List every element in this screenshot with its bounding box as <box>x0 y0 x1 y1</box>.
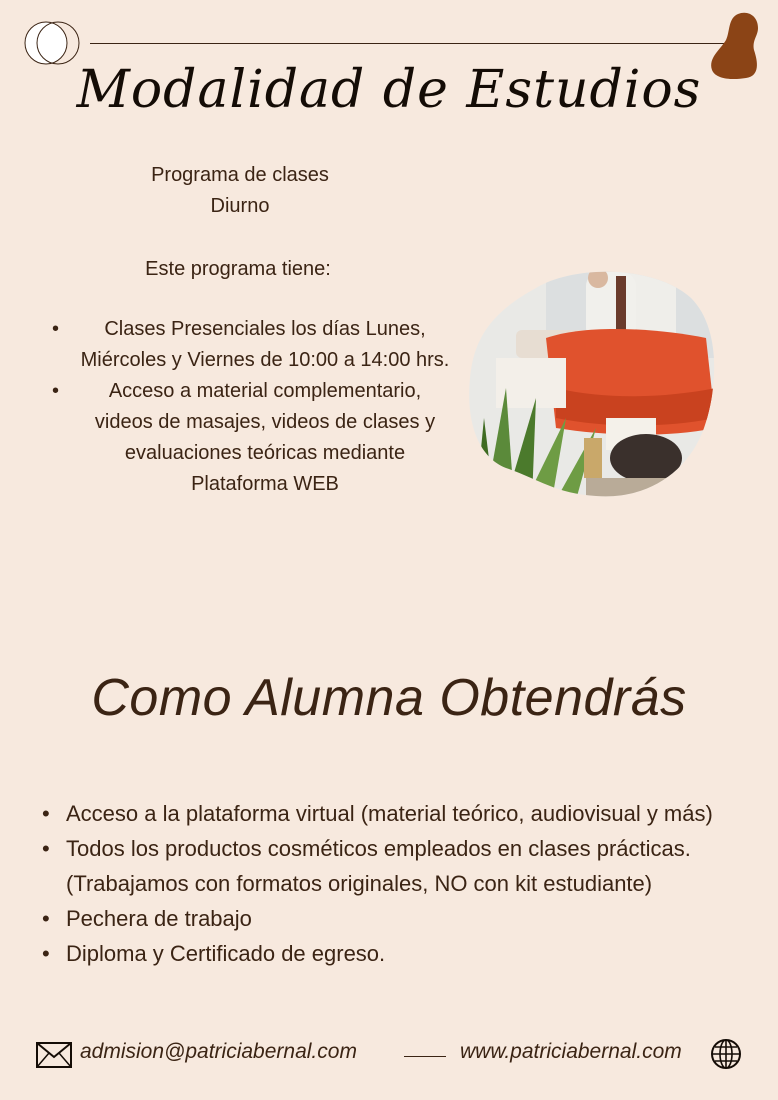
section-heading: Como Alumna Obtendrás <box>91 669 687 727</box>
list-item: • Todos los productos cosméticos empleados en clases prácticas. (Trabajamos con formatos originales, NO con kit estudiante) <box>40 831 760 901</box>
list-item: • Acceso a material complementario, videos de masajes, videos de clases y evaluaciones teóricas mediante Plataforma WEB <box>50 376 450 500</box>
list-item: • Pechera de trabajo <box>40 901 760 936</box>
footer-divider <box>404 1056 446 1057</box>
email-link[interactable]: admision@patriciabernal.com <box>80 1040 357 1063</box>
program-features-list <box>50 314 450 500</box>
list-item: • Acceso a la plataforma virtual (material teórico, audiovisual y más) <box>40 796 760 831</box>
header-divider-line <box>90 43 730 44</box>
globe-icon <box>710 1038 742 1070</box>
website-link[interactable]: www.patriciabernal.com <box>460 1040 682 1063</box>
program-shift: Diurno <box>210 195 270 217</box>
program-label: Programa de clases <box>151 164 329 186</box>
page-title: Modalidad de Estudios <box>76 60 702 120</box>
benefits-list <box>40 796 760 971</box>
massage-photo <box>466 268 716 500</box>
program-intro: Este programa tiene: <box>145 258 331 280</box>
mail-icon <box>36 1042 72 1068</box>
list-item: • Clases Presenciales los días Lunes, Miércoles y Viernes de 10:00 a 14:00 hrs. <box>50 314 450 376</box>
list-item: • Diploma y Certificado de egreso. <box>40 936 760 971</box>
